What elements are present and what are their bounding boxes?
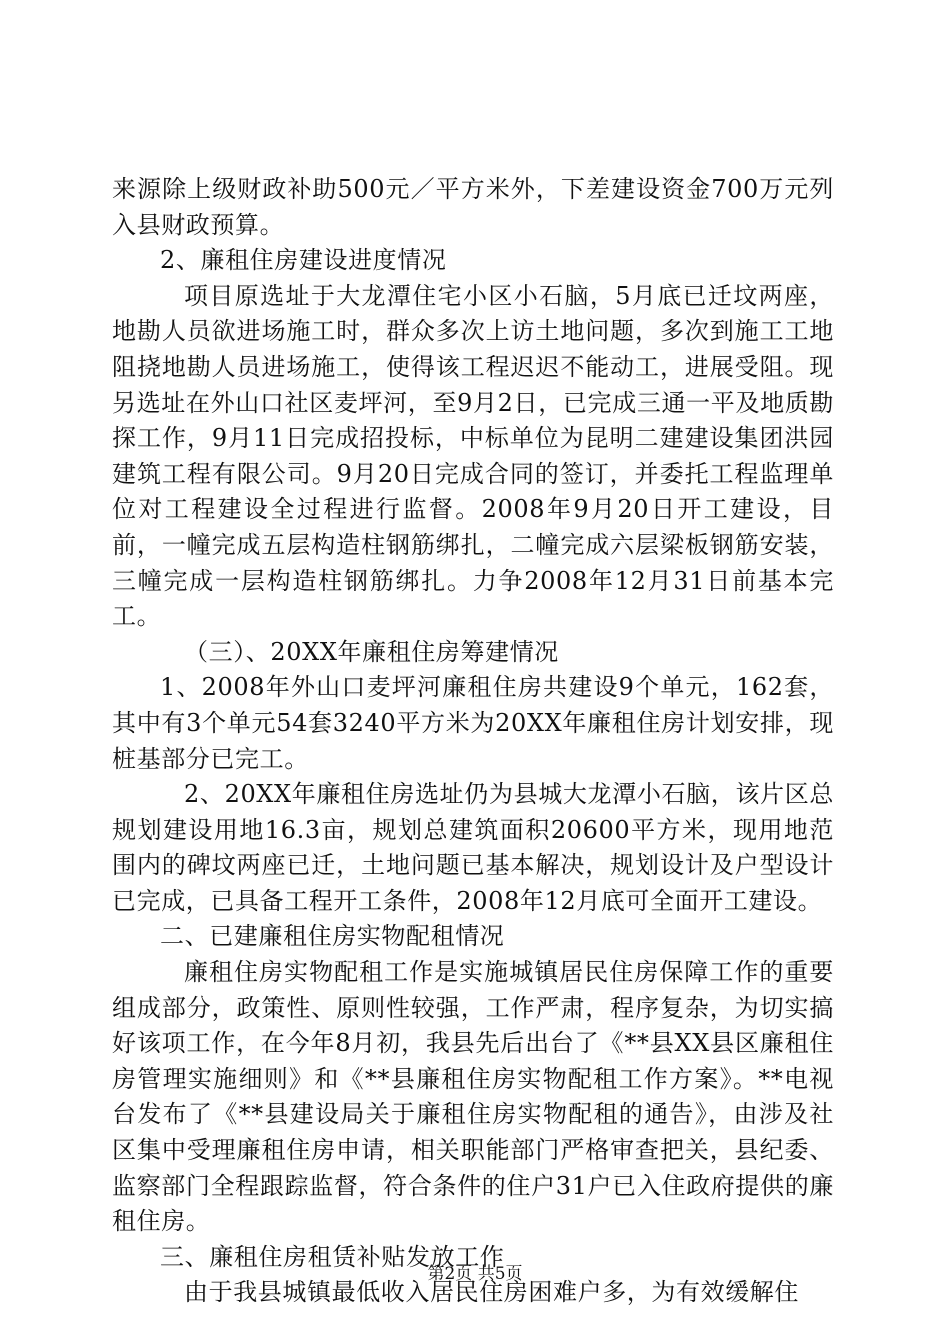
paragraph-subsidy-intro: 由于我县城镇最低收入居民住房困难户多，为有效缓解住 bbox=[184, 1278, 799, 1307]
heading-physical-rental: 二、已建廉租住房实物配租情况 bbox=[160, 922, 505, 951]
heading-construction-progress: 2、廉租住房建设进度情况 bbox=[160, 246, 447, 275]
document-body bbox=[112, 172, 834, 1311]
paragraph-maipinghe-units: 1、2008年外山口麦坪河廉租住房共建设9个单元，162套，其中有3个单元54套3240平方米为20XX年廉租住房计划安排，现桩基部分已完工。 bbox=[112, 673, 834, 773]
heading-rent-subsidy: 三、廉租住房租赁补贴发放工作 bbox=[160, 1242, 505, 1271]
page-footer: 第2页 共5页 bbox=[427, 1264, 523, 1284]
paragraph-site-selection: 2、20XX年廉租住房选址仍为县城大龙潭小石脑，该片区总规划建设用地16.3亩，规划总建筑面积20600平方米，现用地范围内的碑坟两座已迁，土地问题已基本解决，规划设计及户型设计已完成，已具备工程开工条件，2008年12月底可全面开工建设。 bbox=[112, 780, 834, 915]
paragraph-rental-work: 廉租住房实物配租工作是实施城镇居民住房保障工作的重要组成部分，政策性、原则性较强，工作严肃，程序复杂，为切实搞好该项工作，在今年8月初，我县先后出台了《**县XX县区廉租住房管理实施细则》和《**县廉租住房实物配租工作方案》。**电视台发布了《**县建设局关于廉租住房实物配租的通告》，由涉及社区集中受理廉租住房申请，相关职能部门严格审查把关，县纪委、监察部门全程跟踪监督，符合条件的住户31户已入住政府提供的廉租住房。 bbox=[112, 958, 834, 1236]
heading-section-three: （三）、20XX年廉租住房筹建情况 bbox=[184, 637, 559, 666]
paragraph-project-site: 项目原选址于大龙潭住宅小区小石脑，5月底已迁坟两座，地勘人员欲进场施工时，群众多次上访土地问题，多次到施工工地阻挠地勘人员进场施工，使得该工程迟迟不能动工，进展受阻。现另选址在外山口社区麦坪河，至9月2日，已完成三通一平及地质勘探工作，9月11日完成招投标，中标单位为昆明二建建设集团洪园建筑工程有限公司。9月20日完成合同的签订，并委托工程监理单位对工程建设全过程进行监督。2008年9月20日开工建设，目前，一幢完成五层构造柱钢筋绑扎，二幢完成六层梁板钢筋安装，三幢完成一层构造柱钢筋绑扎。力争2008年12月31日前基本完工。 bbox=[112, 281, 834, 631]
paragraph-funding-source: 来源除上级财政补助500元／平方米外，下差建设资金700万元列入县财政预算。 bbox=[112, 175, 834, 239]
